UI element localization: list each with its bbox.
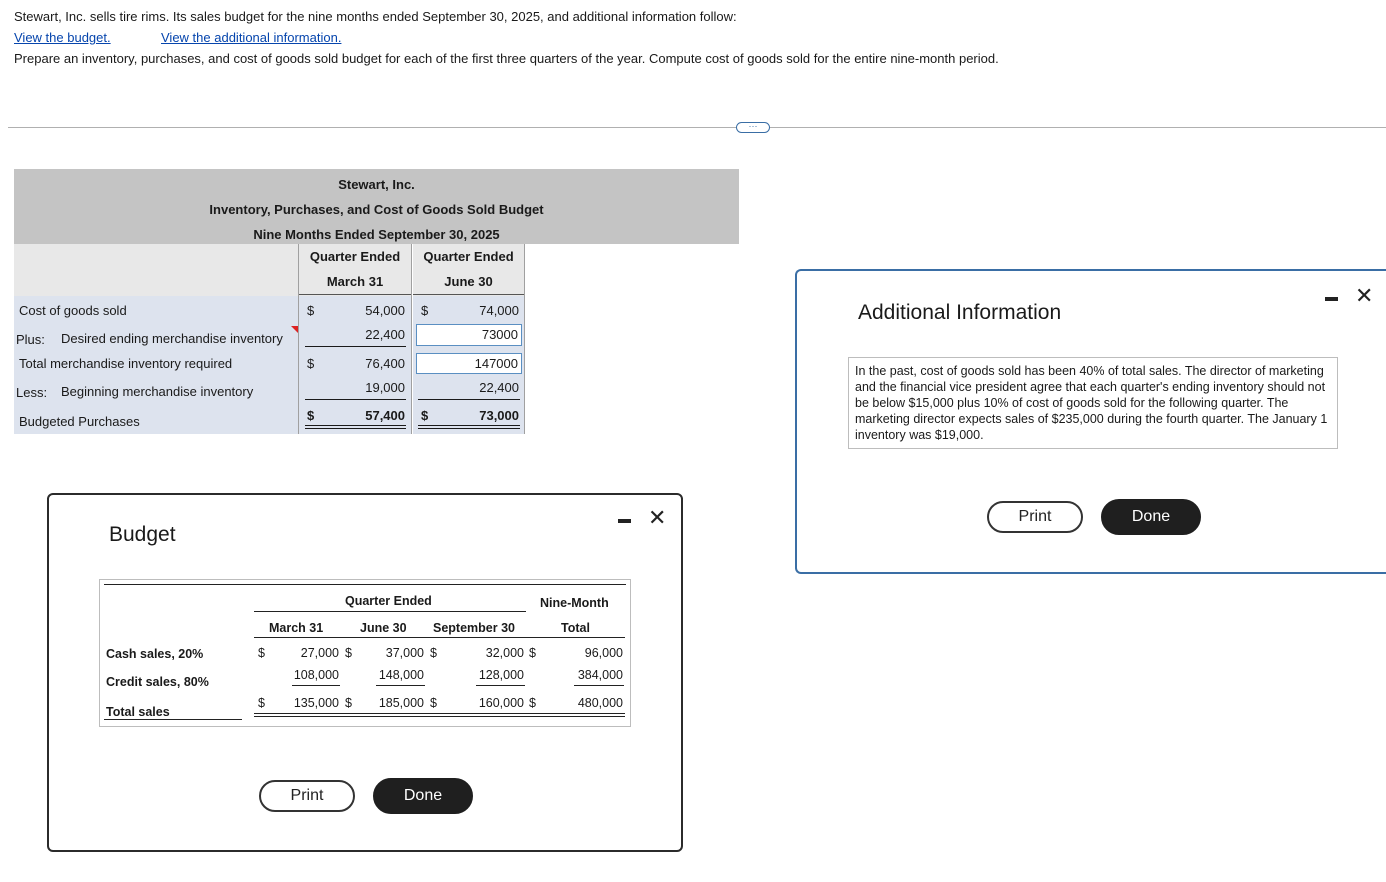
row-label-beginning: Beginning merchandise inventory: [61, 384, 254, 399]
close-icon[interactable]: ✕: [1355, 283, 1374, 308]
credit-sales-june: 148,000: [378, 668, 424, 682]
cash-sales-march: 27,000: [300, 646, 339, 660]
credit-sales-total: 384,000: [577, 668, 623, 682]
row-label-total-sales: Total sales: [106, 705, 170, 719]
row-label-total-required: Total merchandise inventory required: [19, 356, 233, 371]
dollar-sign: $: [421, 303, 429, 318]
budget-print-button[interactable]: Print: [259, 780, 355, 812]
col-header-q2: [413, 244, 524, 296]
q1-subtotal-rule: [305, 346, 406, 347]
label-column-header: [14, 244, 298, 296]
intro-text: Stewart, Inc. sells tire rims. Its sales budget for the nine months ended September 30, 2025, and additional information follow:: [14, 9, 737, 24]
label-rule: [104, 719, 242, 720]
subtotal-rule: [476, 685, 525, 686]
col-header-q2-line1: Quarter Ended: [423, 249, 514, 264]
col-header-june: June 30: [360, 621, 407, 635]
q1-beginning: 19,000: [365, 380, 405, 395]
q2-total-required-input[interactable]: 147000: [416, 353, 522, 374]
cash-sales-september: 32,000: [485, 646, 524, 660]
col-header-q2-line2: June 30: [444, 274, 493, 289]
column-divider: [411, 244, 412, 434]
dollar-sign: $: [307, 356, 315, 371]
section-divider: [8, 127, 1386, 128]
col-header-q1: [299, 244, 411, 296]
budget-period: Nine Months Ended September 30, 2025: [253, 227, 500, 242]
q1-purchases: 57,400: [365, 408, 405, 423]
total-rule: [254, 713, 625, 714]
q1-desired-ending: 22,400: [365, 327, 405, 342]
budget-done-button[interactable]: Done: [373, 778, 473, 814]
col-header-march: March 31: [269, 621, 324, 635]
row-label-less: Less:: [16, 385, 48, 400]
column-divider: [298, 244, 299, 434]
q2-cogs: 74,000: [479, 303, 519, 318]
row-label-credit-sales: Credit sales, 80%: [106, 675, 209, 689]
column-divider: [524, 244, 525, 434]
info-print-button[interactable]: Print: [987, 501, 1083, 533]
total-sales-total: 480,000: [577, 696, 623, 710]
table-top-rule: [104, 584, 626, 585]
credit-sales-march: 108,000: [293, 668, 339, 682]
col-header-q1-rule: [299, 294, 411, 295]
q1-cogs: 54,000: [365, 303, 405, 318]
total-sales-june: 185,000: [378, 696, 424, 710]
quarter-ended-header: Quarter Ended: [345, 594, 432, 608]
col-header-september: September 30: [433, 621, 515, 635]
company-name: Stewart, Inc.: [338, 177, 415, 192]
q2-total-rule: [418, 428, 520, 429]
row-label-cogs: Cost of goods sold: [19, 303, 127, 318]
minimize-icon[interactable]: [1325, 297, 1338, 301]
dollar-sign: $: [258, 646, 265, 660]
col-header-q1-line2: March 31: [326, 274, 384, 289]
total-sales-march: 135,000: [293, 696, 339, 710]
row-label-cash-sales: Cash sales, 20%: [106, 647, 204, 661]
dollar-sign: $: [307, 408, 315, 423]
cash-sales-june: 37,000: [385, 646, 424, 660]
dollar-sign: $: [430, 646, 437, 660]
col-header-rule: [254, 637, 625, 638]
q1-subtotal-rule: [305, 399, 406, 400]
total-rule: [254, 716, 625, 717]
budget-dialog-title: Budget: [109, 523, 176, 546]
q1-total-rule: [305, 428, 406, 429]
subtotal-rule: [574, 685, 624, 686]
nine-month-header: Nine-Month: [540, 596, 609, 610]
dollar-sign: $: [345, 696, 352, 710]
dollar-sign: $: [307, 303, 315, 318]
credit-sales-september: 128,000: [478, 668, 524, 682]
col-header-q2-rule: [413, 294, 524, 295]
row-label-purchases: Budgeted Purchases: [19, 414, 140, 429]
dollar-sign: $: [258, 696, 265, 710]
dollar-sign: $: [430, 696, 437, 710]
subtotal-rule: [292, 685, 340, 686]
total-sales-september: 160,000: [478, 696, 524, 710]
q2-total-rule: [418, 425, 520, 426]
q1-total-rule: [305, 425, 406, 426]
close-icon[interactable]: ✕: [648, 505, 667, 530]
dollar-sign: $: [529, 696, 536, 710]
q2-subtotal-rule: [418, 399, 520, 400]
additional-info-text: In the past, cost of goods sold has been 40% of total sales. The director of marketing and the financial vice president agree that each quarter's ending inventory should not be below $15,000 plus 10% of cost of goods sold for the following quarter. The marketing director expects sales of $235,000 during the fourth quarter. The January 1 inventory was $19,000.: [848, 357, 1338, 449]
q2-desired-ending-input[interactable]: 73000: [416, 324, 522, 346]
additional-info-title: Additional Information: [858, 301, 1062, 324]
col-header-total: Total: [561, 621, 590, 635]
row-label-desired-ending: Desired ending merchandise inventory: [61, 331, 283, 346]
view-budget-link[interactable]: View the budget.: [14, 30, 111, 45]
quarter-header-rule: [254, 611, 526, 612]
minimize-icon[interactable]: [618, 519, 631, 523]
row-label-plus: Plus:: [16, 332, 45, 347]
info-done-button[interactable]: Done: [1101, 499, 1201, 535]
cash-sales-total: 96,000: [584, 646, 623, 660]
dollar-sign: $: [529, 646, 536, 660]
q2-beginning: 22,400: [479, 380, 519, 395]
q1-total-required: 76,400: [365, 356, 405, 371]
error-flag-icon: [291, 326, 298, 333]
dollar-sign: $: [421, 408, 429, 423]
budget-title: Inventory, Purchases, and Cost of Goods Sold Budget: [209, 202, 544, 217]
q2-purchases: 73,000: [479, 408, 519, 423]
col-header-q1-line1: Quarter Ended: [309, 249, 401, 264]
subtotal-rule: [376, 685, 425, 686]
instructions-text: Prepare an inventory, purchases, and cost of goods sold budget for each of the first three quarters of the year. Compute cost of goods sold for the entire nine-month period.: [14, 51, 999, 66]
dollar-sign: $: [345, 646, 352, 660]
more-options-icon[interactable]: ···: [736, 122, 770, 133]
view-additional-info-link[interactable]: View the additional information.: [161, 30, 342, 45]
